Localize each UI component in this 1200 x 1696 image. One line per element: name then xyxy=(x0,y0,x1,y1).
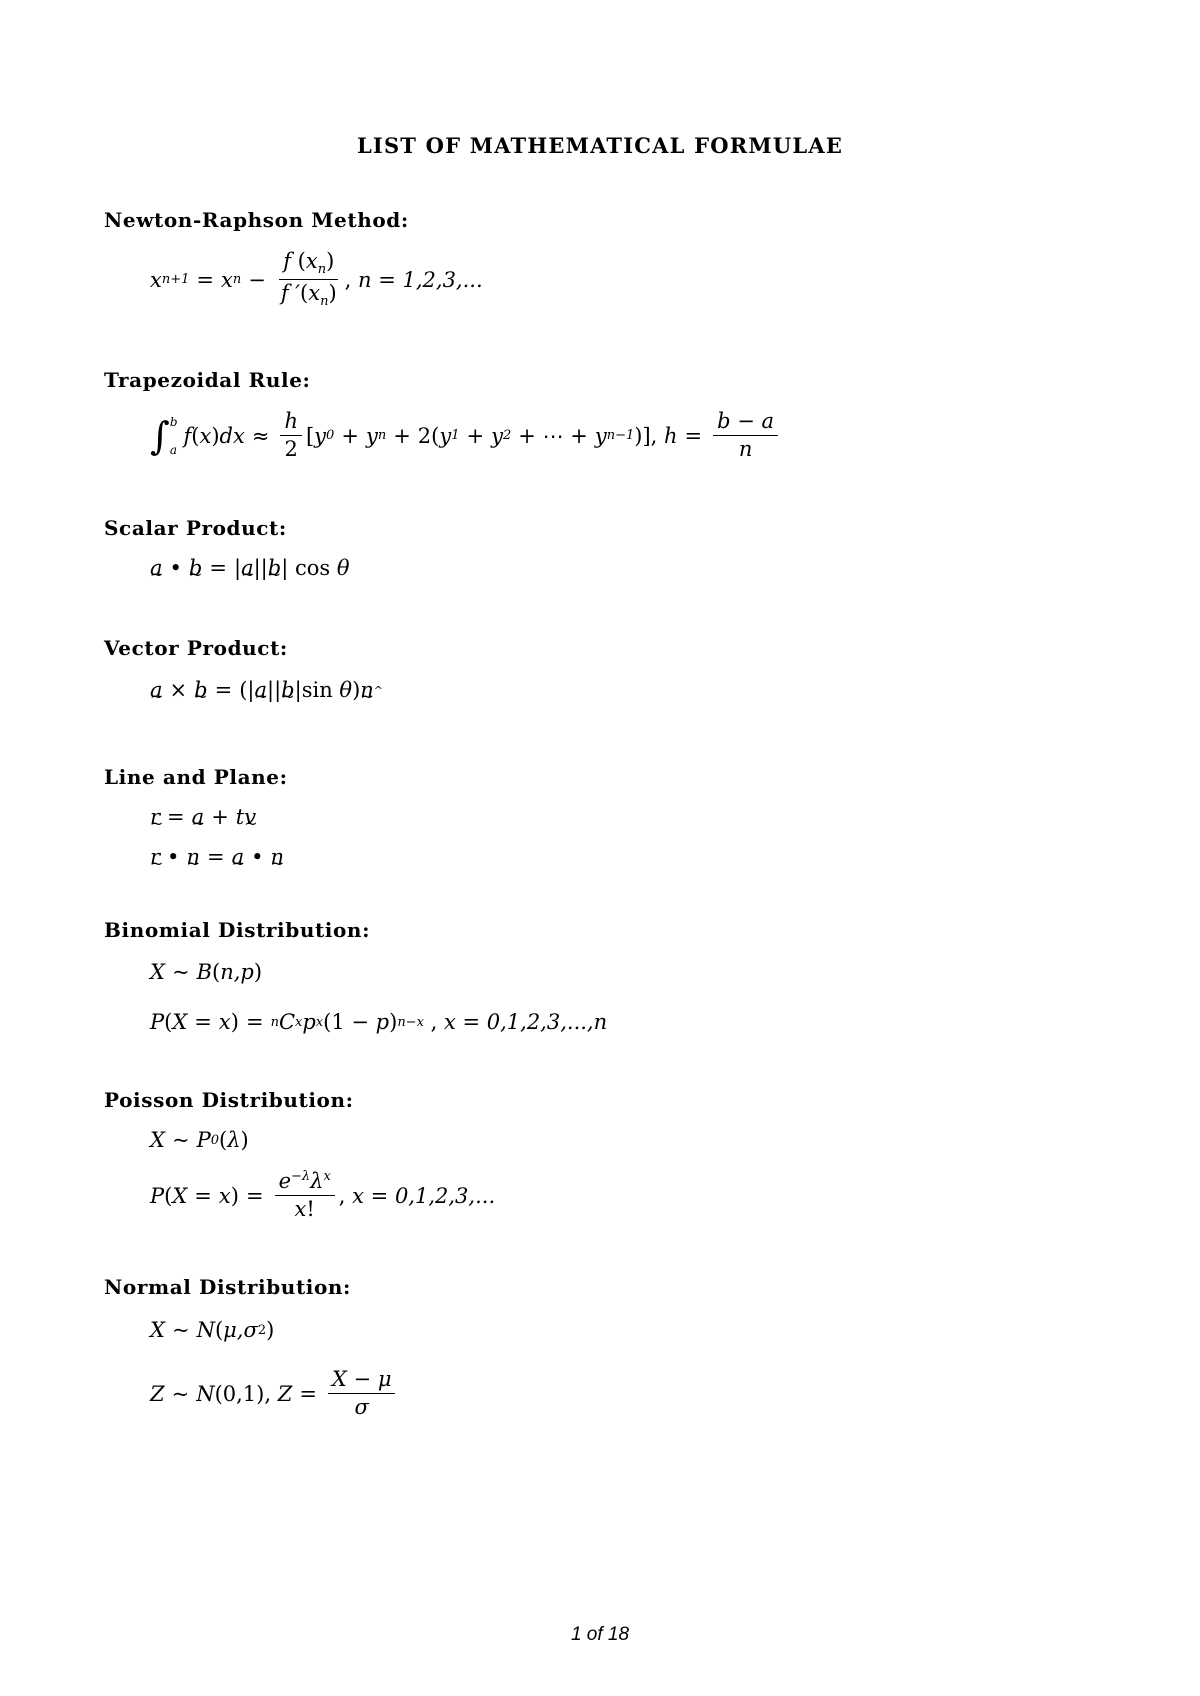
formula-plane-equation: r ~ • n ~ = a ~ • n ~ xyxy=(150,845,284,869)
formula-poisson-pmf: P ( X = x ) = $\frac{e^{-\lambda}\lambda^x}{x!}$ , x = 0,1,2,3,... xyxy=(150,1169,496,1222)
section-heading-scalar: Scalar Product: xyxy=(104,516,287,540)
formula-vector-product: a ~ × b ~ = (| a ~ || b ~ |sin θ ) n ~ ^ xyxy=(150,678,383,702)
formula-newton-raphson: x n+1 = x n − $\frac{f (x_n)}{f '(x_n)}$ , n = 1,2,3,... xyxy=(150,249,483,310)
binomial-support: x = 0,1,2,3,...,n xyxy=(443,1010,608,1034)
formula-trapezoidal: ∫ b a f ( x ) dx ≈ $\frac{h}{2}$ [ y 0 + y n + 2 ( y 1 + y 2 + ⋯ + y n−1 )] , h = $\frac{b - a}{n}$ xyxy=(150,408,782,464)
newton-index-range: n = 1,2,3,... xyxy=(358,267,483,292)
section-heading-poisson: Poisson Distribution: xyxy=(104,1088,354,1112)
section-heading-normal: Normal Distribution: xyxy=(104,1275,352,1299)
formula-poisson-notation: X ~ P 0 ( λ ) xyxy=(150,1128,249,1152)
page-title: LIST OF MATHEMATICAL FORMULAE xyxy=(356,133,844,158)
formula-binomial-pmf: P ( X = x ) = n C x p x (1 − p ) n−x , x = 0,1,2,3,...,n xyxy=(150,1010,608,1034)
poisson-support: x = 0,1,2,3,... xyxy=(352,1183,496,1208)
formula-normal-notation: X ~ N ( μ,σ 2 ) xyxy=(150,1318,275,1342)
page-number: 1 of 18 xyxy=(570,1624,630,1645)
formula-standard-normal: Z ~ N (0,1), Z = $\frac{X - \mu}{\sigma}$ xyxy=(150,1366,399,1422)
formula-line-equation: r ~ = a ~ + t v ~ xyxy=(150,805,256,829)
section-heading-trapezoidal: Trapezoidal Rule: xyxy=(104,368,311,392)
section-heading-vector: Vector Product: xyxy=(104,636,288,660)
section-heading-binomial: Binomial Distribution: xyxy=(104,918,371,942)
formula-scalar-product: a ~ • b ~ = | a ~ || b ~ | cos θ xyxy=(150,556,349,580)
formula-binomial-notation: X ~ B ( n,p ) xyxy=(150,960,263,984)
section-heading-line-plane: Line and Plane: xyxy=(104,765,288,789)
section-heading-newton: Newton-Raphson Method: xyxy=(104,208,409,232)
